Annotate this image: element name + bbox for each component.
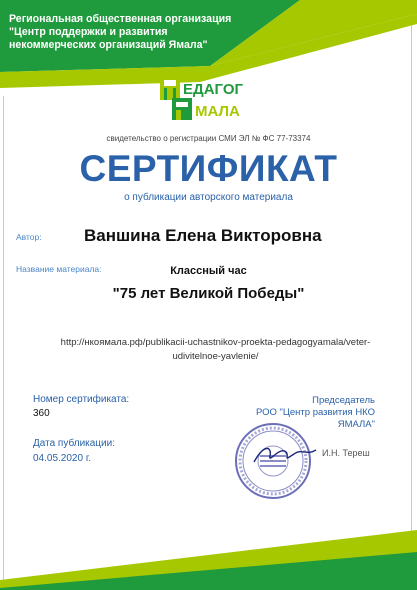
material-title: "75 лет Великой Победы"	[112, 285, 305, 302]
registration-text: свидетельство о регистрации СМИ ЭЛ № ФС 77-73374	[106, 134, 311, 143]
certificate-title: СЕРТИФИКАТ	[79, 148, 338, 189]
logo-line1: ЕДАГОГ	[183, 81, 243, 98]
pub-date-label: Дата публикации:	[33, 438, 115, 449]
signature-icon	[250, 440, 320, 470]
chairman-title-line: РОО "Центр развития НКО	[255, 407, 375, 418]
chairman-title-line: Председатель	[312, 395, 375, 406]
chairman-name: И.Н. Тереш	[322, 448, 370, 458]
organization-name	[9, 13, 289, 52]
author-name: Ваншина Елена Викторовна	[84, 226, 322, 245]
organization-line: "Центр поддержки и развития	[9, 26, 168, 38]
chairman-title-line: ЯМАЛА"	[337, 419, 375, 430]
cert-number-label: Номер сертификата:	[33, 394, 130, 405]
pedagog-yamala-logo	[155, 74, 265, 122]
certificate-subtitle: о публикации авторского материала	[124, 192, 293, 203]
material-url-line: udivitelnoe-yavlenie/	[172, 351, 259, 362]
material-type: Классный час	[170, 265, 247, 277]
material-label: Название материала:	[16, 264, 102, 274]
pub-date-value: 04.05.2020 г.	[33, 453, 92, 464]
material-url-line: http://нкоямала.рф/publikacii-uchastnikov-proekta-pedagogyamala/veter-	[60, 337, 371, 348]
cert-number-value: 360	[33, 408, 50, 419]
logo-line2: МАЛА	[195, 103, 240, 120]
organization-line: Региональная общественная организация	[9, 13, 232, 25]
author-label: Автор:	[16, 232, 42, 242]
organization-line: некоммерческих организаций Ямала"	[9, 39, 208, 51]
material-url	[28, 336, 403, 364]
